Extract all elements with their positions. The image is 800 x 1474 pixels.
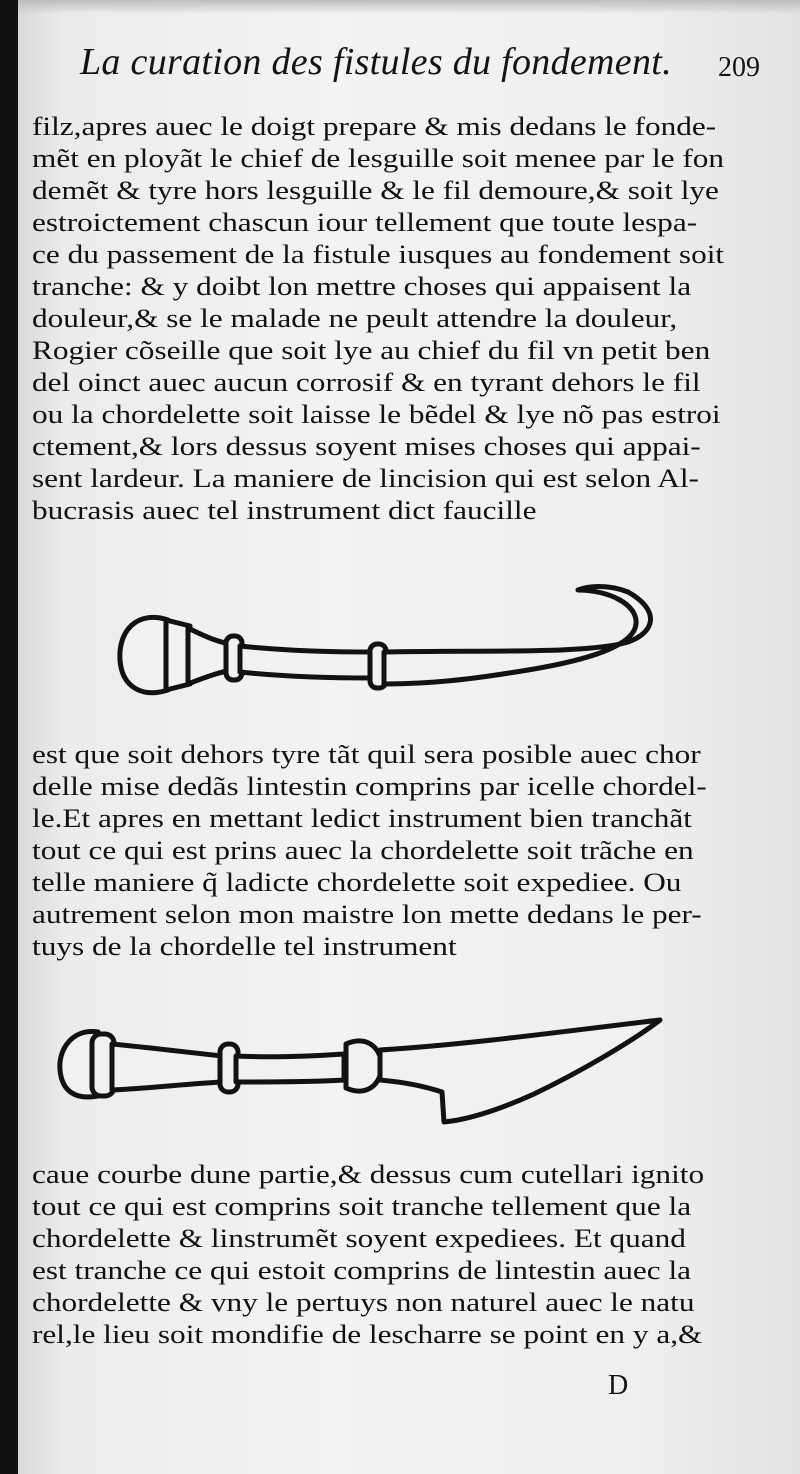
blade-neck bbox=[236, 1054, 344, 1082]
running-title: La curation des fistules du fondement. bbox=[80, 41, 672, 83]
text-line: ou la chordelette soit laisse le bẽdel & lye nõ pas estroi bbox=[32, 399, 721, 429]
text-line: chordelette & linstrumẽt soyent expediees. Et quand bbox=[32, 1223, 686, 1253]
text-line: tuys de la chordelle tel instrument bbox=[32, 931, 457, 961]
text-line: ce du passement de la fistule iusques au fondement soit bbox=[32, 239, 725, 269]
paragraph-2 bbox=[32, 738, 780, 962]
sickle-blade bbox=[384, 587, 651, 685]
text-line: le.Et apres en mettant ledict instrument bien tranchãt bbox=[32, 803, 692, 833]
text-line: autrement selon mon maistre lon mette dedans le per- bbox=[32, 899, 702, 929]
blade-edge bbox=[380, 1020, 660, 1122]
signature-mark: D bbox=[608, 1370, 629, 1401]
text-line: chordelette & vny le pertuys non naturel auec le natu bbox=[32, 1287, 695, 1317]
text-line: estroictement chascun iour tellement que toute lespa- bbox=[32, 207, 698, 237]
paragraph-3 bbox=[32, 1158, 780, 1350]
text-line: bucrasis auec tel instrument dict faucille bbox=[32, 495, 537, 525]
text-line: del oinct auec aucun corrosif & en tyrant dehors le fil bbox=[32, 367, 701, 397]
text-line: tranche: & y doibt lon mettre choses qui appaisent la bbox=[32, 271, 692, 301]
text-line: telle maniere q̃ ladicte chordelette soit expediee. Ou bbox=[32, 867, 682, 897]
text-line: est tranche ce qui estoit comprins de lintestin auec la bbox=[32, 1255, 692, 1285]
blade-grip bbox=[112, 1044, 222, 1090]
sickle-knife-icon bbox=[108, 580, 678, 720]
page-top-shadow bbox=[18, 0, 800, 14]
text-line: sent lardeur. La maniere de lincision qui est selon Al- bbox=[32, 463, 699, 493]
text-line: caue courbe dune partie,& dessus cum cutellari ignito bbox=[32, 1159, 705, 1189]
text-line: douleur,& se le malade ne peult attendre la douleur, bbox=[32, 303, 678, 333]
paragraph-1 bbox=[32, 110, 780, 526]
curved-blade-icon bbox=[54, 1010, 674, 1140]
text-line: delle mise dedãs lintestin comprins par icelle chordel- bbox=[32, 771, 707, 801]
book-page bbox=[18, 0, 800, 1474]
text-line: demẽt & tyre hors lesguille & le fil demoure,& soit lye bbox=[32, 175, 719, 205]
text-line: rel,le lieu soit mondifie de lescharre se point en y a,& bbox=[32, 1319, 703, 1349]
sickle-pommel bbox=[120, 617, 168, 692]
text-line: est que soit dehors tyre tãt quil sera posible auec chor bbox=[32, 739, 701, 769]
page-number: 209 bbox=[718, 52, 760, 83]
text-line: filz,apres auec le doigt prepare & mis dedans le fonde- bbox=[32, 111, 717, 141]
text-line: mẽt en ployãt le chief de lesguille soit menee par le fon bbox=[32, 143, 725, 173]
text-line: tout ce qui est comprins soit tranche tellement que la bbox=[32, 1191, 692, 1221]
blade-bolster bbox=[346, 1041, 382, 1091]
text-line: ctement,& lors dessus soyent mises choses qui appai- bbox=[32, 431, 701, 461]
text-line: Rogier cõseille que soit lye au chief du fil vn petit ben bbox=[32, 335, 711, 365]
sickle-shaft bbox=[240, 646, 372, 678]
text-line: tout ce qui est prins auec la chordelette soit trãche en bbox=[32, 835, 694, 865]
